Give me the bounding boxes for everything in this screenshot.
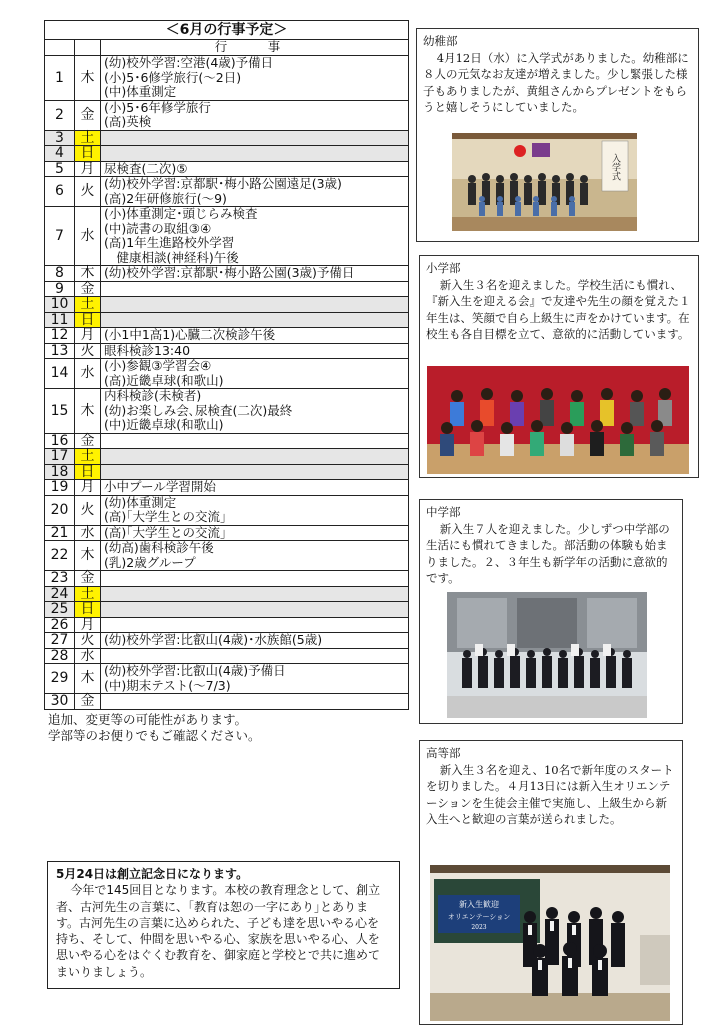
schedule-day: 29 [45,664,75,694]
elementary-text: 新入生３名を迎えました。学校生活にも慣れ、『新入生を迎える会』で友達や先生の顔を覚えた１年生は、笑顔で自ら上級生に声をかけています。在校生も各自目標を立て、意欲的に活動しています。 [426,277,691,341]
schedule-row [45,433,409,449]
schedule-row [45,449,409,465]
schedule-day: 23 [45,571,75,587]
schedule-day: 28 [45,648,75,664]
schedule-row [45,633,409,649]
schedule-event [101,312,409,328]
schedule-weekday: 火 [75,495,101,525]
schedule-row [45,56,409,101]
schedule-event: (幼)校外学習:京都駅･梅小路公園遠足(3歳) (高)2年研修旅行(～9) [101,177,409,207]
schedule-event [101,571,409,587]
schedule-row [45,328,409,344]
schedule-day: 8 [45,266,75,282]
schedule-row [45,694,409,710]
schedule-day: 11 [45,312,75,328]
schedule-event [101,433,409,449]
schedule-weekday: 木 [75,541,101,571]
schedule-day: 12 [45,328,75,344]
schedule-day: 10 [45,297,75,313]
schedule-day: 21 [45,525,75,541]
schedule-weekday: 日 [75,146,101,162]
schedule-event: (幼)校外学習:空港(4歳)予備日 (小)5･6修学旅行(～2日) (中)体重測定 [101,56,409,101]
schedule-event [101,464,409,480]
schedule-event [101,130,409,146]
schedule-weekday: 木 [75,664,101,694]
schedule-day: 16 [45,433,75,449]
schedule-day: 4 [45,146,75,162]
schedule-row [45,161,409,177]
schedule-row [45,617,409,633]
schedule-day: 9 [45,281,75,297]
schedule-row [45,664,409,694]
footnote-line-1: 追加、変更等の可能性があります。 [48,711,248,727]
elementary-title: 小学部 [426,261,461,275]
schedule-row [45,389,409,434]
junior-high-title: 中学部 [426,505,461,519]
schedule-weekday: 火 [75,633,101,649]
schedule-row [45,525,409,541]
junior-high-panel [419,499,683,724]
schedule-weekday: 土 [75,297,101,313]
schedule-weekday: 月 [75,617,101,633]
schedule-weekday: 月 [75,161,101,177]
junior-high-photo [447,592,647,718]
schedule-event [101,694,409,710]
schedule-row [45,281,409,297]
anniversary-notice [47,861,400,989]
schedule-event: (幼)校外学習:比叡山(4歳)予備日 (中)期末テスト(～7/3) [101,664,409,694]
kindergarten-panel [416,28,699,242]
schedule-day: 17 [45,449,75,465]
kindergarten-text: 4月12日（水）に入学式がありました。幼稚部に８人の元気なお友達が増えました。少し緊張した様子もありましたが、黄組さんからプレゼントをもらうと嬉しそうにしていました。 [423,50,689,114]
schedule-weekday: 日 [75,602,101,618]
schedule-event: (幼)校外学習:京都駅･梅小路公園(3歳)予備日 [101,266,409,282]
schedule-day: 24 [45,586,75,602]
schedule-weekday: 金 [75,694,101,710]
schedule-row [45,100,409,130]
schedule-row [45,602,409,618]
schedule-event: 内科検診(未検者) (幼)お楽しみ会､尿検査(二次)最終 (中)近畿卓球(和歌山) [101,389,409,434]
schedule-day: 3 [45,130,75,146]
schedule-weekday: 日 [75,312,101,328]
schedule-event: (高)｢大学生との交流｣ [101,525,409,541]
schedule-day: 6 [45,177,75,207]
schedule-event [101,602,409,618]
schedule-event [101,297,409,313]
board-line-2: オリエンテーション [447,913,511,921]
high-school-text: 新入生３名を迎え、10名で新年度のスタートを切りました。４月13日には新入生オリエンテーションを生徒会主催で実施し、上級生から新入生へと歓迎の言葉が送られました。 [426,762,674,826]
schedule-event: (小)体重測定･頭じらみ検査 (中)読書の取組③④ (高)1年生進路校外学習 健康相談(神経科)午後 [101,207,409,266]
schedule-event: (幼高)歯科検診午後 (乳)2歳グループ [101,541,409,571]
schedule-day: 14 [45,359,75,389]
anniversary-body: 今年で145回目となります。本校の教育理念として、創立者、古河先生の言葉に、｢教育は恕の一字にあり｣とあります。古河先生の言葉に込められた、子ども達を思いやる心を持ち、そして、仲間を思いやる心、家族を思いやる心、人を思いやる心をはぐくむ教育を、御家庭と学校とで共に進めてまいりましょう。 [56,883,381,979]
schedule-row [45,297,409,313]
junior-high-text: 新入生７人を迎えました。少しずつ中学部の生活にも慣れてきました。部活動の体験も始まりました。２、３年生も新学年の活動に意欲的です。 [426,521,670,585]
schedule-row [45,571,409,587]
schedule-weekday: 水 [75,525,101,541]
schedule-day: 15 [45,389,75,434]
schedule-day: 27 [45,633,75,649]
schedule-row [45,266,409,282]
schedule-weekday: 水 [75,648,101,664]
schedule-event: (小)5･6年修学旅行 (高)英検 [101,100,409,130]
schedule-event [101,648,409,664]
schedule-weekday: 火 [75,343,101,359]
schedule-day: 22 [45,541,75,571]
schedule-weekday: 金 [75,571,101,587]
schedule-weekday: 土 [75,449,101,465]
schedule-event: (小)参観③学習会④ (高)近畿卓球(和歌山) [101,359,409,389]
schedule-day: 7 [45,207,75,266]
high-school-panel [419,740,683,1025]
schedule-weekday: 水 [75,359,101,389]
schedule-day: 25 [45,602,75,618]
schedule-event: (幼)体重測定 (高)｢大学生との交流｣ [101,495,409,525]
schedule-day: 18 [45,464,75,480]
schedule-weekday: 木 [75,266,101,282]
schedule-event: (幼)校外学習:比叡山(4歳)･水族館(5歳) [101,633,409,649]
board-line-3: 2023 [471,924,487,931]
anniversary-heading: 5月24日は創立記念日になります。 [56,867,249,881]
schedule-weekday: 月 [75,480,101,496]
high-school-photo [430,865,670,1021]
schedule-event [101,449,409,465]
schedule-row [45,177,409,207]
schedule-row [45,146,409,162]
schedule-weekday: 金 [75,100,101,130]
schedule-title: ＜6月の行事予定＞ [45,21,409,40]
schedule-weekday: 火 [75,177,101,207]
board-line-1: 新入生歓迎 [459,900,499,909]
schedule-weekday: 金 [75,281,101,297]
schedule-weekday: 木 [75,56,101,101]
schedule-event-header: 行 事 [101,40,409,56]
schedule-day: 1 [45,56,75,101]
schedule-event: (小1中1高1)心臓二次検診午後 [101,328,409,344]
schedule-row [45,464,409,480]
schedule-row [45,541,409,571]
elementary-panel [419,255,699,478]
schedule-row [45,130,409,146]
schedule-event [101,617,409,633]
schedule-day: 5 [45,161,75,177]
schedule-day: 13 [45,343,75,359]
high-school-title: 高等部 [426,746,461,760]
schedule-row [45,495,409,525]
schedule-event [101,146,409,162]
schedule-weekday: 土 [75,586,101,602]
schedule-event: 小中プール学習開始 [101,480,409,496]
schedule-weekday: 土 [75,130,101,146]
schedule-event [101,281,409,297]
kindergarten-title: 幼稚部 [423,34,458,48]
schedule-day: 26 [45,617,75,633]
footnote-line-2: 学部等のお便りでもご確認ください。 [48,727,261,743]
kindergarten-photo [452,133,637,231]
schedule-weekday: 日 [75,464,101,480]
schedule-day: 30 [45,694,75,710]
schedule-day: 19 [45,480,75,496]
schedule-row [45,343,409,359]
schedule-event: 眼科検診13:40 [101,343,409,359]
schedule-footnote [44,712,409,744]
schedule-row [45,586,409,602]
elementary-photo [427,366,689,474]
schedule-row [45,312,409,328]
schedule-weekday: 水 [75,207,101,266]
schedule-row [45,648,409,664]
schedule-day: 2 [45,100,75,130]
schedule-day: 20 [45,495,75,525]
schedule-weekday: 月 [75,328,101,344]
schedule-row [45,207,409,266]
schedule-weekday: 金 [75,433,101,449]
schedule-row [45,359,409,389]
schedule-event [101,586,409,602]
schedule-table [44,20,409,744]
schedule-weekday: 木 [75,389,101,434]
schedule-row [45,480,409,496]
schedule-event: 尿検査(二次)⑤ [101,161,409,177]
entrance-sign-text: 入学式 [610,153,620,181]
